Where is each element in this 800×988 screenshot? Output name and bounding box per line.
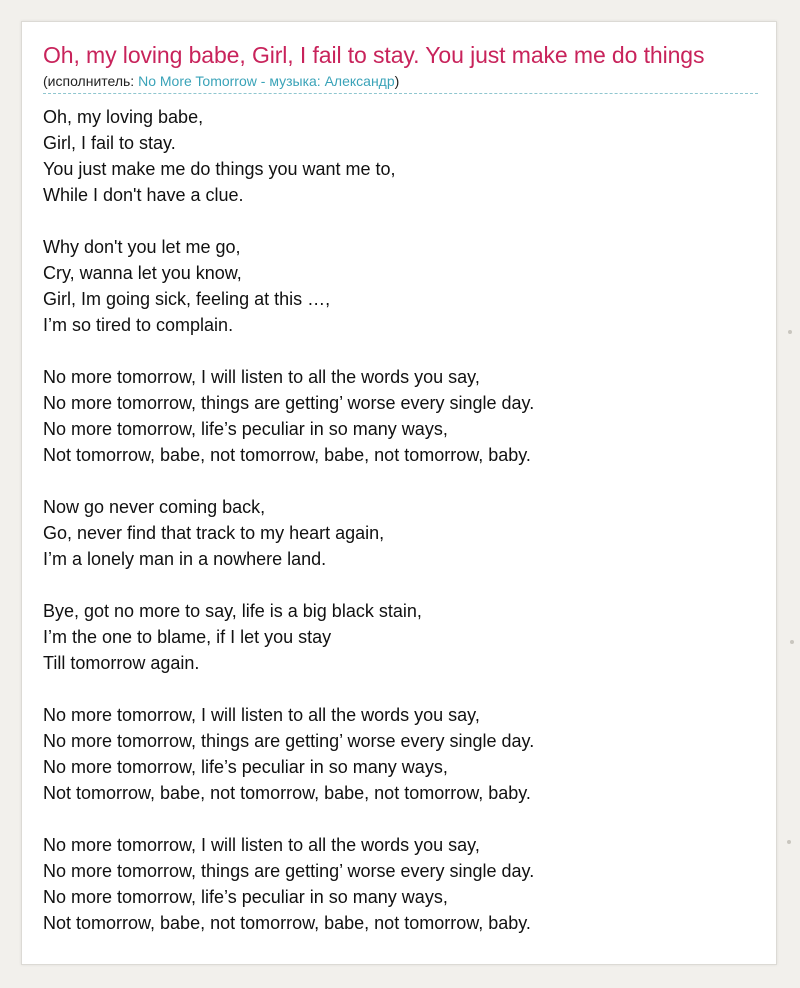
lyric-line: No more tomorrow, life’s peculiar in so many ways, xyxy=(43,887,448,907)
lyrics-stanza xyxy=(43,702,534,806)
lyric-line: Till tomorrow again. xyxy=(43,653,200,673)
background-speck xyxy=(787,840,791,844)
lyrics-stanza xyxy=(43,832,534,936)
title-divider xyxy=(43,93,758,94)
lyric-line: No more tomorrow, I will listen to all the words you say, xyxy=(43,705,480,725)
lyric-line: No more tomorrow, things are getting’ worse every single day. xyxy=(43,393,535,413)
lyrics-stanza xyxy=(43,234,534,338)
lyric-line: No more tomorrow, life’s peculiar in so many ways, xyxy=(43,757,448,777)
lyric-line: I’m the one to blame, if I let you stay xyxy=(43,627,332,647)
lyrics-body xyxy=(43,104,534,962)
lyric-line: I’m a lonely man in a nowhere land. xyxy=(43,549,327,569)
lyric-line: Bye, got no more to say, life is a big black stain, xyxy=(43,601,422,621)
lyrics-stanza xyxy=(43,598,534,676)
composer-name: Александр xyxy=(324,73,395,89)
lyrics-stanza xyxy=(43,104,534,208)
song-meta xyxy=(43,73,399,89)
lyric-line: Not tomorrow, babe, not tomorrow, babe, not tomorrow, baby. xyxy=(43,913,531,933)
lyric-line: No more tomorrow, things are getting’ worse every single day. xyxy=(43,731,535,751)
lyrics-card xyxy=(21,21,777,965)
lyric-line: Girl, Im going sick, feeling at this …, xyxy=(43,289,331,309)
lyric-line: No more tomorrow, life’s peculiar in so many ways, xyxy=(43,419,448,439)
lyric-line: Cry, wanna let you know, xyxy=(43,263,242,283)
lyric-line: Now go never coming back, xyxy=(43,497,266,517)
lyric-line: No more tomorrow, I will listen to all the words you say, xyxy=(43,367,480,387)
background-speck xyxy=(790,640,794,644)
lyric-line: I’m so tired to complain. xyxy=(43,315,234,335)
lyrics-stanza xyxy=(43,494,534,572)
lyric-line: Girl, I fail to stay. xyxy=(43,133,176,153)
meta-suffix: ) xyxy=(394,73,400,89)
artist-name: No More Tomorrow xyxy=(138,73,257,89)
lyric-line: Oh, my loving babe, xyxy=(43,107,204,127)
lyric-line: You just make me do things you want me to, xyxy=(43,159,396,179)
lyric-line: Why don't you let me go, xyxy=(43,237,241,257)
lyrics-stanza xyxy=(43,364,534,468)
lyric-line: Not tomorrow, babe, not tomorrow, babe, not tomorrow, baby. xyxy=(43,783,531,803)
song-title: Oh, my loving babe, Girl, I fail to stay. You just make me do things xyxy=(43,42,705,68)
lyric-line: No more tomorrow, I will listen to all the words you say, xyxy=(43,835,480,855)
meta-prefix: (исполнитель: xyxy=(43,73,139,89)
background-speck xyxy=(788,330,792,334)
artist-link[interactable] xyxy=(138,73,395,89)
lyric-line: Not tomorrow, babe, not tomorrow, babe, not tomorrow, baby. xyxy=(43,445,531,465)
meta-separator: - музыка: xyxy=(256,73,325,89)
lyric-line: Go, never find that track to my heart again, xyxy=(43,523,385,543)
lyric-line: No more tomorrow, things are getting’ worse every single day. xyxy=(43,861,535,881)
lyric-line: While I don't have a clue. xyxy=(43,185,244,205)
